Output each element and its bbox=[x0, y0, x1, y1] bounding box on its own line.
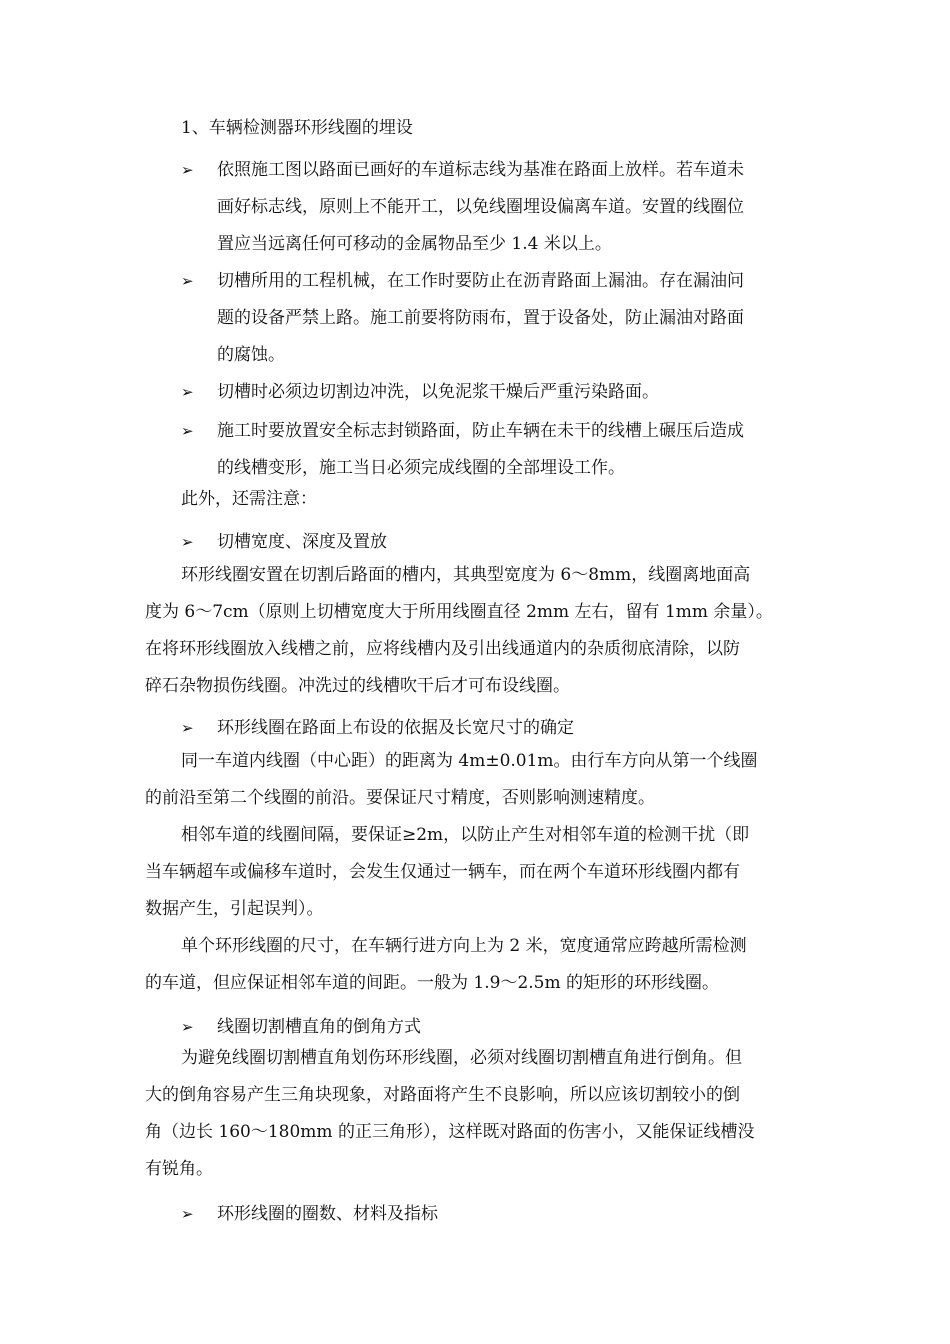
paragraph-line: 数据产生，引起误判）。 bbox=[145, 899, 324, 919]
bullet-arrow-icon: ➢ bbox=[181, 719, 194, 737]
bullet-line: 依照施工图以路面已画好的车道标志线为基准在路面上放样。若车道未 bbox=[217, 160, 744, 180]
paragraph-line: 为避免线圈切割槽直角划伤环形线圈，必须对线圈切割槽直角进行倒角。但 bbox=[181, 1048, 742, 1068]
bullet-arrow-icon: ➢ bbox=[181, 533, 194, 551]
paragraph-line: 在将环形线圈放入线槽之前，应将线槽内及引出线通道内的杂质彻底清除，以防 bbox=[145, 639, 740, 659]
bullet-line: 的线槽变形，施工当日必须完成线圈的全部埋设工作。 bbox=[217, 458, 625, 478]
paragraph-line: 角（边长 160～180mm 的正三角形），这样既对路面的伤害小，又能保证线槽没 bbox=[145, 1122, 755, 1142]
bullet-arrow-icon: ➢ bbox=[181, 383, 194, 401]
section-title: 环形线圈的圈数、材料及指标 bbox=[217, 1204, 438, 1224]
section-title: 切槽宽度、深度及置放 bbox=[217, 532, 387, 552]
bullet-line: 施工时要放置安全标志封锁路面，防止车辆在未干的线槽上碾压后造成 bbox=[217, 421, 744, 441]
bullet-arrow-icon: ➢ bbox=[181, 1018, 194, 1036]
note-text: 此外，还需注意： bbox=[181, 489, 317, 509]
bullet-arrow-icon: ➢ bbox=[181, 161, 194, 179]
bullet-line: 切槽时必须边切割边冲洗，以免泥浆干燥后严重污染路面。 bbox=[217, 382, 659, 402]
paragraph-line: 当车辆超车或偏移车道时，会发生仅通过一辆车，而在两个车道环形线圈内都有 bbox=[145, 862, 740, 882]
paragraph-line: 有锐角。 bbox=[145, 1159, 213, 1179]
paragraph-line: 度为 6～7cm（原则上切槽宽度大于所用线圈直径 2mm 左右，留有 1mm 余量）。 bbox=[145, 602, 773, 622]
paragraph-line: 大的倒角容易产生三角块现象，对路面将产生不良影响，所以应该切割较小的倒 bbox=[145, 1085, 740, 1105]
section-title: 线圈切割槽直角的倒角方式 bbox=[217, 1017, 421, 1037]
paragraph-line: 相邻车道的线圈间隔，要保证≥2m，以防止产生对相邻车道的检测干扰（即 bbox=[181, 825, 750, 845]
bullet-line: 的腐蚀。 bbox=[217, 345, 285, 365]
section-title: 环形线圈在路面上布设的依据及长宽尺寸的确定 bbox=[217, 718, 574, 738]
paragraph-line: 的车道，但应保证相邻车道的间距。一般为 1.9～2.5m 的矩形的环形线圈。 bbox=[145, 973, 719, 993]
bullet-line: 画好标志线，原则上不能开工，以免线圈埋设偏离车道。安置的线圈位 bbox=[217, 197, 744, 217]
paragraph-line: 的前沿至第二个线圈的前沿。要保证尺寸精度，否则影响测速精度。 bbox=[145, 788, 655, 808]
bullet-arrow-icon: ➢ bbox=[181, 1205, 194, 1223]
paragraph-line: 环形线圈安置在切割后路面的槽内，其典型宽度为 6～8mm，线圈离地面高 bbox=[181, 565, 751, 585]
paragraph-line: 同一车道内线圈（中心距）的距离为 4m±0.01m。由行车方向从第一个线圈 bbox=[181, 751, 758, 771]
bullet-arrow-icon: ➢ bbox=[181, 422, 194, 440]
bullet-line: 置应当远离任何可移动的金属物品至少 1.4 米以上。 bbox=[217, 234, 612, 254]
heading: 1、车辆检测器环形线圈的埋设 bbox=[181, 118, 413, 138]
bullet-arrow-icon: ➢ bbox=[181, 272, 194, 290]
paragraph-line: 单个环形线圈的尺寸，在车辆行进方向上为 2 米，宽度通常应跨越所需检测 bbox=[181, 936, 747, 956]
paragraph-line: 碎石杂物损伤线圈。冲洗过的线槽吹干后才可布设线圈。 bbox=[145, 676, 570, 696]
bullet-line: 切槽所用的工程机械，在工作时要防止在沥青路面上漏油。存在漏油问 bbox=[217, 271, 744, 291]
bullet-line: 题的设备严禁上路。施工前要将防雨布，置于设备处，防止漏油对路面 bbox=[217, 308, 744, 328]
